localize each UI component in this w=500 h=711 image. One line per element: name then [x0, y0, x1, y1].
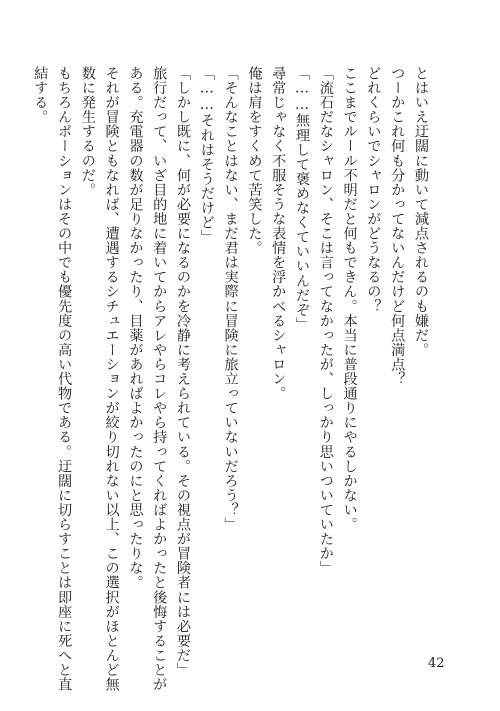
- text-line: 尋常じゃなく不服そうな表情を浮かべるシャロン。: [270, 66, 287, 401]
- text-line: 「そんなことはない、まだ君は実際に冒険に旅立っていないだろう？」: [222, 66, 239, 532]
- text-line: 「……無理して褒めなくていいんだぞ」: [294, 66, 311, 332]
- text-line: 数に発生するのだ。: [79, 66, 96, 197]
- text-line: もちろんポーションはその中でも優先度の高い代物である。迂闊に切らすことは即座に死へと直: [56, 66, 73, 692]
- text-line: 旅行だって、いざ目的地に着いてからアレやらコレやら持ってくればよかったと後悔することが: [151, 66, 168, 692]
- text-line: 「流石だなシャロン、そこは言ってなかったが、しっかり思いついていたか」: [317, 66, 334, 576]
- text-line: どれくらいでシャロンがどうなるの？: [365, 66, 382, 314]
- vertical-text-body: [27, 66, 432, 692]
- text-line: ある。充電器の数が足りなかったり、目薬があればよかったのにと思ったりな。: [127, 66, 144, 590]
- text-line: 「しかし既に、何が必要になるのかを冷静に考えられている。その視点が冒険者には必要だ」: [175, 66, 192, 678]
- text-line: 俺は肩をすくめて苦笑した。: [246, 66, 263, 256]
- text-line: ここまでルール不明だと何もできん。本当に普段通りにやるしかない。: [341, 66, 358, 532]
- text-line: とはいえ迂闊に動いて減点されるのも嫌だ。: [413, 66, 429, 357]
- text-line: 「……それはそうだけど」: [198, 66, 215, 245]
- text-line: 結する。: [32, 66, 49, 125]
- page-number: 42: [428, 656, 445, 671]
- text-line: それが冒険ともなれば、遭遇するシチュエーションが絞り切れない以上、この選択がほとんど無: [103, 66, 120, 692]
- text-line: つーかこれ何も分かってないんだけど何点満点？: [389, 66, 406, 387]
